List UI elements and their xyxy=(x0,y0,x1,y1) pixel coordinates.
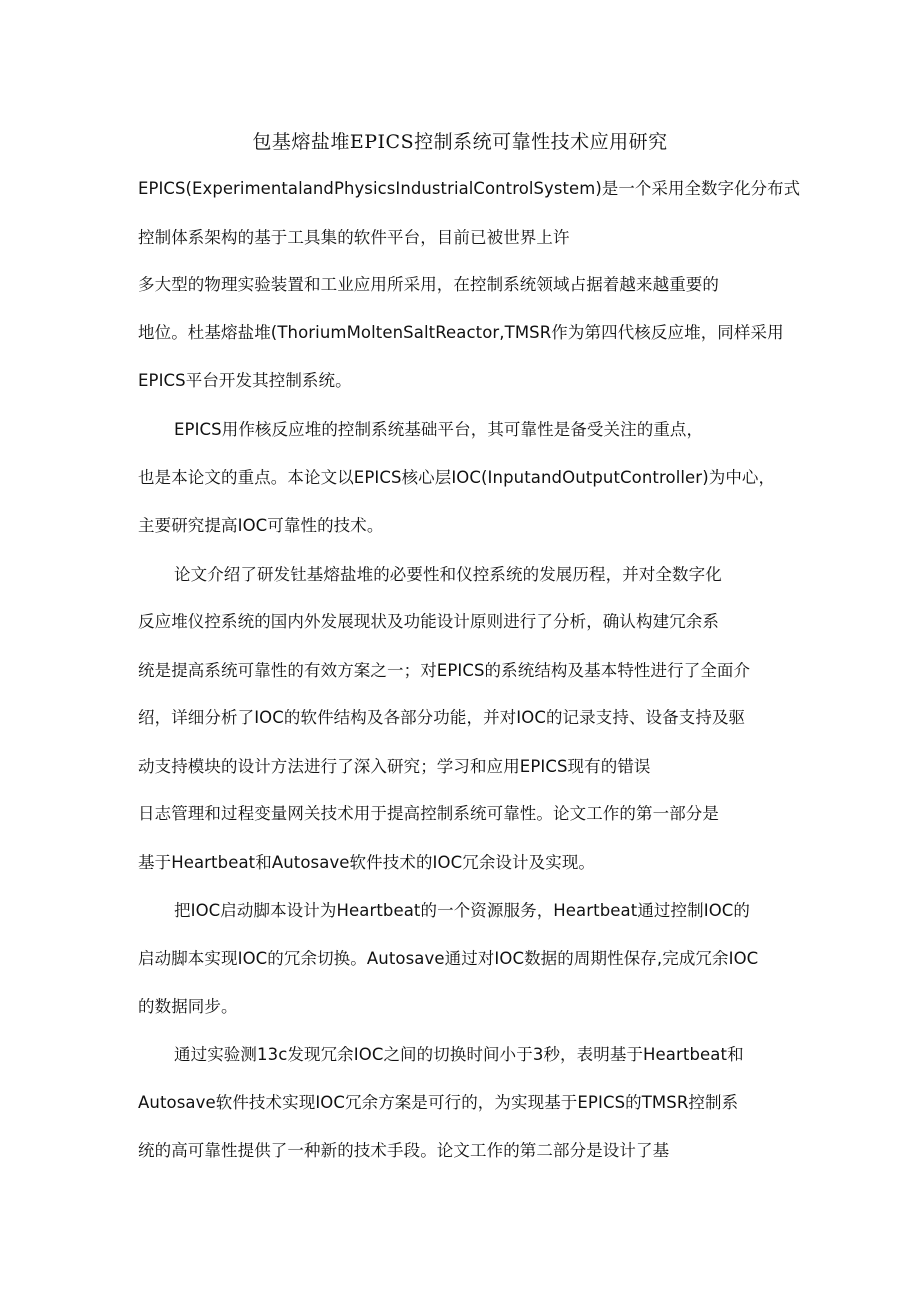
paragraph-line: 通过实验测13c发现冗余IOC之间的切换时间小于3秒，表明基于Heartbeat和 xyxy=(174,1045,744,1064)
paragraph-line: 动支持模块的设计方法进行了深入研究；学习和应用EPICS现有的错误 xyxy=(138,757,651,776)
paragraph-line: 控制体系架构的基于工具集的软件平台，目前已被世界上许 xyxy=(138,228,570,247)
paragraph-line: 多大型的物理实验装置和工业应用所采用，在控制系统领域占据着越来越重要的 xyxy=(138,275,719,294)
paragraph-line: 把IOC启动脚本设计为Heartbeat的一个资源服务，Heartbeat通过控制IOC的 xyxy=(174,901,751,920)
paragraph-line: 绍，详细分析了IOC的软件结构及各部分功能，并对IOC的记录支持、设备支持及驱 xyxy=(138,708,746,727)
paragraph-line: EPICS用作核反应堆的控制系统基础平台，其可靠性是备受关注的重点， xyxy=(174,420,704,439)
paragraph-line: 也是本论文的重点。本论文以EPICS核心层IOC(InputandOutputController)为中心， xyxy=(138,468,776,487)
paragraph-line: Autosave软件技术实现IOC冗余方案是可行的，为实现基于EPICS的TMSR控制系 xyxy=(138,1093,739,1112)
paragraph-line: 日志管理和过程变量网关技术用于提高控制系统可靠性。论文工作的第一部分是 xyxy=(138,804,719,823)
paragraph-line: 基于Heartbeat和Autosave软件技术的IOC冗余设计及实现。 xyxy=(138,853,596,872)
paragraph-line: EPICS(ExperimentalandPhysicsIndustrialControlSystem)是一个采用全数字化分布式 xyxy=(138,179,801,198)
paragraph-line: 主要研究提高IOC可靠性的技术。 xyxy=(138,516,384,535)
document-title: 包基熔盐堆EPICS控制系统可靠性技术应用研究 xyxy=(252,131,668,153)
paragraph-line: 地位。杜基熔盐堆(ThoriumMoltenSaltReactor,TMSR作为第四代核反应堆，同样采用 xyxy=(138,323,784,342)
paragraph-line: 论文介绍了研发钍基熔盐堆的必要性和仪控系统的发展历程，并对全数字化 xyxy=(174,565,722,584)
paragraph-line: 启动脚本实现IOC的冗余切换。Autosave通过对IOC数据的周期性保存,完成冗余IOC xyxy=(138,949,759,968)
paragraph-line: EPICS平台开发其控制系统。 xyxy=(138,371,352,390)
paragraph-line: 统的高可靠性提供了一种新的技术手段。论文工作的第二部分是设计了基 xyxy=(138,1141,670,1160)
paragraph-line: 的数据同步。 xyxy=(138,997,238,1016)
paragraph-line: 统是提高系统可靠性的有效方案之一；对EPICS的系统结构及基本特性进行了全面介 xyxy=(138,661,751,680)
paragraph-line: 反应堆仪控系统的国内外发展现状及功能设计原则进行了分析，确认构建冗余系 xyxy=(138,612,719,631)
